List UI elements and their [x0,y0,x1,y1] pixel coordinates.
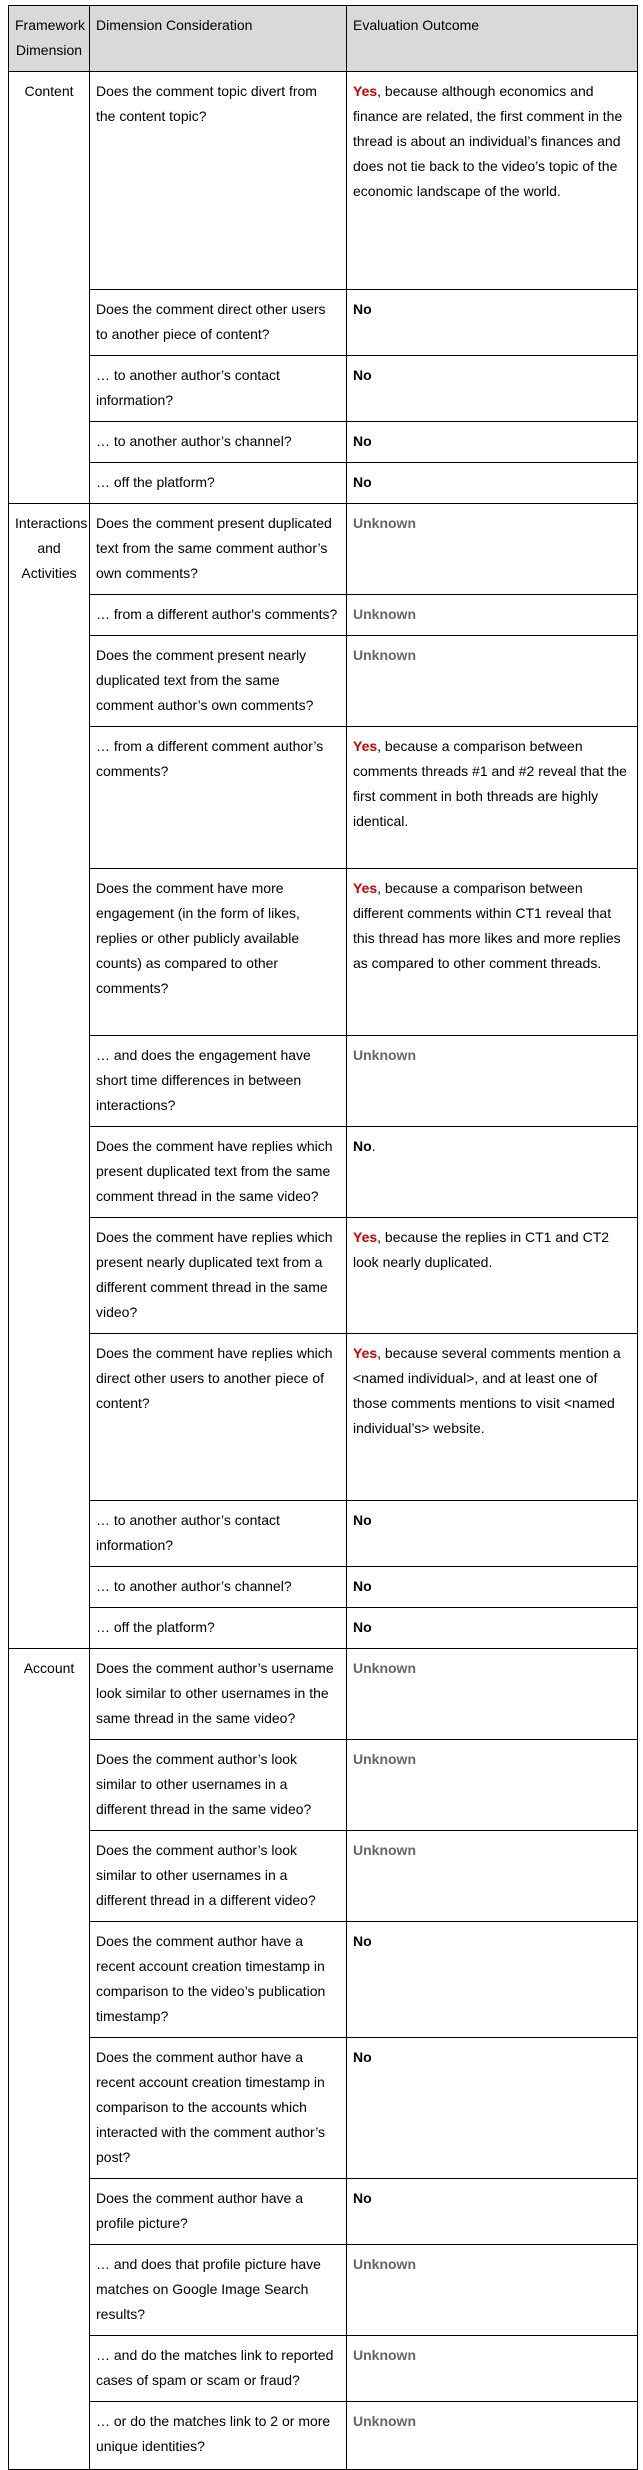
evaluation-outcome-cell [347,1649,638,1740]
evaluation-outcome-cell [347,1036,638,1127]
verdict-yes: Yes [353,83,378,99]
evaluation-outcome-cell [347,463,638,504]
table-row [9,1831,638,1922]
verdict-unknown: Unknown [353,2347,416,2363]
header-dimension-consideration: Dimension Consideration [90,6,347,72]
verdict-unknown: Unknown [353,2256,416,2272]
framework-dimension-cell: Content [9,72,90,504]
dimension-consideration-cell: … to another author’s channel? [90,1567,347,1608]
verdict-no: No [353,367,372,383]
dimension-consideration-cell: … off the platform? [90,1608,347,1649]
table-row [9,595,638,636]
dimension-consideration-cell: Does the comment have replies which direct other users to another piece of content? [90,1334,347,1501]
verdict-unknown: Unknown [353,1660,416,1676]
evaluation-outcome-cell [347,1567,638,1608]
evaluation-outcome-cell [347,869,638,1036]
table-row [9,2245,638,2336]
dimension-consideration-cell: Does the comment present duplicated text from the same comment author’s own comments? [90,504,347,595]
dimension-consideration-cell: … off the platform? [90,463,347,504]
evaluation-outcome-cell [347,1334,638,1501]
verdict-no: No [353,2049,372,2065]
table-row [9,290,638,356]
dimension-consideration-cell: … from a different author's comments? [90,595,347,636]
verdict-detail: , because although economics and finance are related, the first comment in the thread is about an individual’s finances and does not tie back to the video’s topic of the economic landscape of the world. [353,83,623,199]
dimension-consideration-cell: … and does that profile picture have matches on Google Image Search results? [90,2245,347,2336]
verdict-unknown: Unknown [353,606,416,622]
table-row [9,727,638,869]
evaluation-outcome-cell [347,595,638,636]
verdict-unknown: Unknown [353,1047,416,1063]
verdict-no: No [353,2190,372,2206]
verdict-unknown: Unknown [353,1842,416,1858]
table-row [9,2038,638,2179]
dimension-consideration-cell: Does the comment author have a profile picture? [90,2179,347,2245]
header-framework-dimension: Framework Dimension [9,6,90,72]
verdict-detail: , because a comparison between different comments within CT1 reveal that this thread has more likes and more replies as compared to other comment threads. [353,880,621,971]
evaluation-outcome-cell [347,1501,638,1567]
dimension-consideration-cell: Does the comment author have a recent account creation timestamp in comparison to the video’s publication timestamp? [90,1922,347,2038]
evaluation-outcome-cell [347,2245,638,2336]
dimension-consideration-cell: Does the comment have replies which present nearly duplicated text from a different comment thread in the same video? [90,1218,347,1334]
verdict-no: No [353,1578,372,1594]
dimension-consideration-cell: Does the comment author’s look similar to other usernames in a different thread in a different video? [90,1831,347,1922]
verdict-no: No [353,301,372,317]
header-row [9,6,638,72]
dimension-consideration-cell: … and does the engagement have short time differences in between interactions? [90,1036,347,1127]
verdict-yes: Yes [353,880,378,896]
dimension-consideration-cell: Does the comment author have a recent account creation timestamp in comparison to the accounts which interacted with the comment author’s post? [90,2038,347,2179]
verdict-detail: , because several comments mention a <named individual>, and at least one of those comments mentions to visit <named individual’s> website. [353,1345,621,1436]
evaluation-outcome-cell [347,422,638,463]
evaluation-outcome-cell [347,727,638,869]
verdict-no: No [353,1619,372,1635]
table-row [9,422,638,463]
evaluation-outcome-cell [347,636,638,727]
evaluation-outcome-cell [347,504,638,595]
framework-dimension-cell: Interactions and Activities [9,504,90,1649]
table-row [9,1334,638,1501]
table-row [9,356,638,422]
evaluation-outcome-cell [347,72,638,290]
dimension-consideration-cell: Does the comment author’s username look similar to other usernames in the same thread in the same video? [90,1649,347,1740]
verdict-no: No [353,474,372,490]
verdict-yes: Yes [353,738,378,754]
evaluation-outcome-cell [347,290,638,356]
evaluation-outcome-cell [347,1127,638,1218]
table-row [9,1501,638,1567]
dimension-consideration-cell: Does the comment have more engagement (in the form of likes, replies or other publicly available counts) as compared to other comments? [90,869,347,1036]
verdict-yes: Yes [353,1345,378,1361]
dimension-consideration-cell: … to another author’s contact information? [90,356,347,422]
table-row [9,2336,638,2402]
verdict-unknown: Unknown [353,647,416,663]
table-body [9,72,638,2470]
table-row [9,1036,638,1127]
dimension-consideration-cell: … to another author’s channel? [90,422,347,463]
evaluation-outcome-cell [347,2402,638,2470]
evaluation-outcome-cell [347,2038,638,2179]
verdict-no: No [353,1138,372,1154]
verdict-detail: . [371,1138,376,1154]
verdict-no: No [353,1933,372,1949]
evaluation-outcome-cell [347,1922,638,2038]
dimension-consideration-cell: … from a different comment author’s comments? [90,727,347,869]
table-row [9,636,638,727]
evaluation-outcome-cell [347,1608,638,1649]
table-row [9,72,638,290]
evaluation-outcome-cell [347,1740,638,1831]
verdict-no: No [353,433,372,449]
dimension-consideration-cell: Does the comment present nearly duplicated text from the same comment author’s own comments? [90,636,347,727]
dimension-consideration-cell: … and do the matches link to reported cases of spam or scam or fraud? [90,2336,347,2402]
header-evaluation-outcome: Evaluation Outcome [347,6,638,72]
evaluation-outcome-cell [347,2336,638,2402]
dimension-consideration-cell: … or do the matches link to 2 or more unique identities? [90,2402,347,2470]
table-row [9,1567,638,1608]
verdict-unknown: Unknown [353,1751,416,1767]
table-row [9,504,638,595]
evaluation-outcome-cell [347,2179,638,2245]
verdict-detail: , because the replies in CT1 and CT2 look nearly duplicated. [353,1229,610,1270]
evaluation-outcome-cell [347,1218,638,1334]
verdict-detail: , because a comparison between comments threads #1 and #2 reveal that the first comment in both threads are highly identical. [353,738,627,829]
table-row [9,869,638,1036]
evaluation-outcome-cell [347,1831,638,1922]
table-row [9,1740,638,1831]
verdict-unknown: Unknown [353,2413,416,2429]
evaluation-outcome-cell [347,356,638,422]
verdict-no: No [353,1512,372,1528]
table-row [9,1608,638,1649]
table-row [9,1922,638,2038]
dimension-consideration-cell: Does the comment have replies which present duplicated text from the same comment thread in the same video? [90,1127,347,1218]
verdict-unknown: Unknown [353,515,416,531]
table-row [9,1649,638,1740]
table-row [9,1218,638,1334]
table-row [9,1127,638,1218]
table-row [9,2402,638,2470]
dimension-consideration-cell: Does the comment topic divert from the content topic? [90,72,347,290]
table-row [9,463,638,504]
table-row [9,2179,638,2245]
evaluation-table [8,5,638,2470]
dimension-consideration-cell: … to another author’s contact information? [90,1501,347,1567]
dimension-consideration-cell: Does the comment author’s look similar to other usernames in a different thread in the same video? [90,1740,347,1831]
dimension-consideration-cell: Does the comment direct other users to another piece of content? [90,290,347,356]
verdict-yes: Yes [353,1229,378,1245]
framework-dimension-cell: Account [9,1649,90,2470]
